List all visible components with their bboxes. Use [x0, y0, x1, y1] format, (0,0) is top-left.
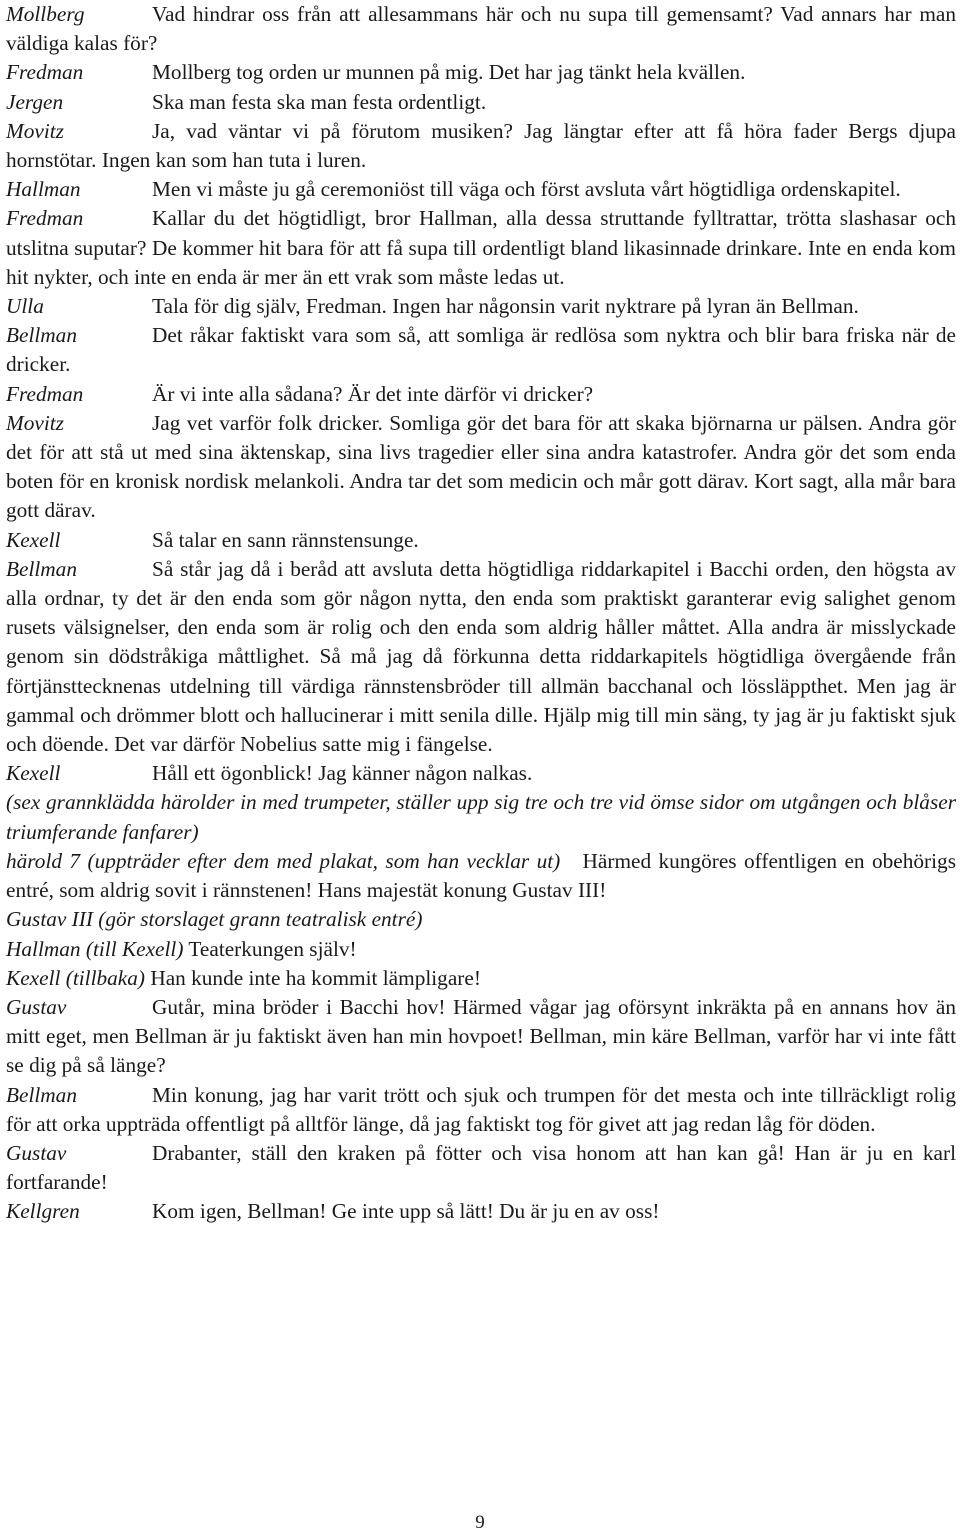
speaker-name: Bellman: [6, 556, 77, 581]
line-text: Det råkar faktiskt vara som så, att somliga är redlösa som nyktra och blir bara friska när de dricker.: [6, 323, 956, 377]
speaker-name: Fredman: [6, 206, 84, 231]
manuscript-page: [6, 0, 956, 1227]
speaker-name: Ulla: [6, 294, 44, 319]
dialogue-line: [6, 0, 956, 58]
line-text: Gutår, mina bröder i Bacchi hov! Härmed vågar jag oförsynt inkräkta på en annans hov än mitt eget, men Bellman är ju faktiskt även han min hovpoet! Bellman, min käre Bellman, varför har vi inte fått se dig på så länge?: [6, 994, 956, 1078]
speaker-name: Jergen: [6, 89, 64, 114]
speaker-name: Kellgren: [6, 1199, 80, 1224]
dialogue-line: [6, 409, 956, 526]
aside-line: [6, 964, 956, 993]
herald-line: [6, 847, 956, 905]
dialogue-line: [6, 204, 956, 292]
line-text: Jag vet varför folk dricker. Somliga gör det bara för att skaka björnarna ur pälsen. Andra gör det för att stå ut med sina äktenskap, sina livs tragedier eller sina andra katastrofer. Andra gör det som enda boten för en kronisk nordisk melankoli. Andra tar det som medicin och mår gott därav. Kort sagt, alla mår bara gott därav.: [6, 410, 956, 523]
line-text: Min konung, jag har varit trött och sjuk och trumpen för det mesta och inte tillräckligt rolig för att orka uppträda offentligt på alltför länge, då jag faktiskt tog för givet att jag redan låg för döden.: [6, 1082, 956, 1136]
aside-line: [6, 935, 956, 964]
dialogue-line: [6, 88, 956, 117]
dialogue-line: [6, 526, 956, 555]
line-text: Mollberg tog orden ur munnen på mig. Det har jag tänkt hela kvällen.: [152, 60, 746, 85]
speaker-name: Kexell: [6, 761, 61, 786]
dialogue-line: [6, 117, 956, 175]
line-text: Härmed kungöres offentligen en obehörigs entré, som aldrig sovit i rännstenen! Hans majestät konung Gustav III!: [6, 848, 956, 903]
dialogue-line: [6, 1139, 956, 1197]
dialogue-line: [6, 175, 956, 204]
dialogue-block: [6, 0, 956, 788]
speaker-name: Fredman: [6, 60, 84, 85]
speaker-name: Gustav: [6, 1140, 67, 1165]
line-text: Kallar du det högtidligt, bror Hallman, alla dessa struttande fylltrattar, trötta slashasar och utslitna suputar? De kommer hit bara för att få supa till ordentligt bland likasinnade drinkare. Inte en enda kom hit nykter, och inte en enda är mer än ett vrak som måste ledas ut.: [6, 206, 956, 289]
dialogue-line: [6, 555, 956, 759]
dialogue-line: [6, 58, 956, 87]
speaker-name: Kexell (tillbaka): [6, 965, 145, 990]
line-text: Ska man festa ska man festa ordentligt.: [152, 89, 487, 114]
speaker-name: Movitz: [6, 118, 64, 143]
stage-direction: (sex grannklädda härolder in med trumpeter, ställer upp sig tre och tre vid ömse sidor om utgången och blåser triumferande fanfarer): [6, 790, 956, 844]
speaker-name: Bellman: [6, 1082, 77, 1107]
speaker-name: Fredman: [6, 381, 84, 406]
line-text: Kom igen, Bellman! Ge inte upp så lätt! Du är ju en av oss!: [152, 1199, 660, 1224]
dialogue-line: [6, 1081, 956, 1139]
line-text: Vad hindrar oss från att allesammans här och nu supa till gemensamt? Vad annars har man väldiga kalas för?: [6, 2, 956, 56]
line-text: Så talar en sann rännstensunge.: [152, 527, 419, 552]
speaker-name: Bellman: [6, 323, 77, 348]
line-text: Tala för dig själv, Fredman. Ingen har någonsin varit nyktrare på lyran än Bellman.: [152, 294, 859, 319]
dialogue-line: [6, 993, 956, 1081]
line-text: Han kunde inte ha kommit lämpligare!: [150, 965, 481, 990]
speaker-name: härold 7 (uppträder efter dem med plakat, som han vecklar ut): [6, 848, 561, 873]
speaker-name: Mollberg: [6, 2, 85, 26]
stage-direction: Gustav III (gör storslaget grann teatralisk entré): [6, 907, 423, 932]
speaker-name: Gustav: [6, 994, 67, 1019]
line-text: Håll ett ögonblick! Jag känner någon nalkas.: [152, 761, 533, 786]
line-text: Teaterkungen själv!: [188, 936, 357, 961]
line-text: Men vi måste ju gå ceremoniöst till väga och först avsluta vårt högtidliga ordenskapitel.: [152, 177, 901, 202]
line-text: Så står jag då i beråd att avsluta detta högtidliga riddarkapitel i Bacchi orden, den högsta av alla ordnar, ty det är den enda som gör någon nytta, den enda som praktiskt garanterar evig salighet genom rusets välsignelser, den enda som är rolig och den enda som aldrig håller måttet. Alla andra är misslyckade genom sin dödstråkiga måttlighet. Så må jag då förkunna detta riddarkapitels högtidliga övergående från förtjänsttecknenas utdelning till värdiga rännstensbröder till allmän bacchanal och lössläppthet. Men jag är gammal och drömmer blott och hallucinerar i mitt senila dille. Hjälp mig till min säng, ty jag är ju faktiskt sjuk och döende. Det var därför Nobelius satte mig i fängelse.: [6, 556, 956, 757]
speaker-name: Hallman: [6, 177, 81, 202]
dialogue-line: [6, 380, 956, 409]
line-text: Drabanter, ställ den kraken på fötter och visa honom att han kan gå! Han är ju en karl fortfarande!: [6, 1140, 956, 1195]
line-text: Är vi inte alla sådana? Är det inte därför vi dricker?: [152, 381, 594, 406]
dialogue-line: [6, 292, 956, 321]
dialogue-line: [6, 759, 956, 788]
speaker-name: Movitz: [6, 410, 64, 435]
page-number: 9: [475, 1512, 485, 1533]
dialogue-line: [6, 1197, 956, 1226]
line-text: Ja, vad väntar vi på förutom musiken? Jag längtar efter att få höra fader Bergs djupa hornstötar. Ingen kan som han tuta i luren.: [6, 118, 956, 173]
speaker-name: Hallman (till Kexell): [6, 936, 184, 961]
dialogue-line: [6, 321, 956, 379]
dialogue-block: [6, 993, 956, 1227]
speaker-name: Kexell: [6, 527, 61, 552]
